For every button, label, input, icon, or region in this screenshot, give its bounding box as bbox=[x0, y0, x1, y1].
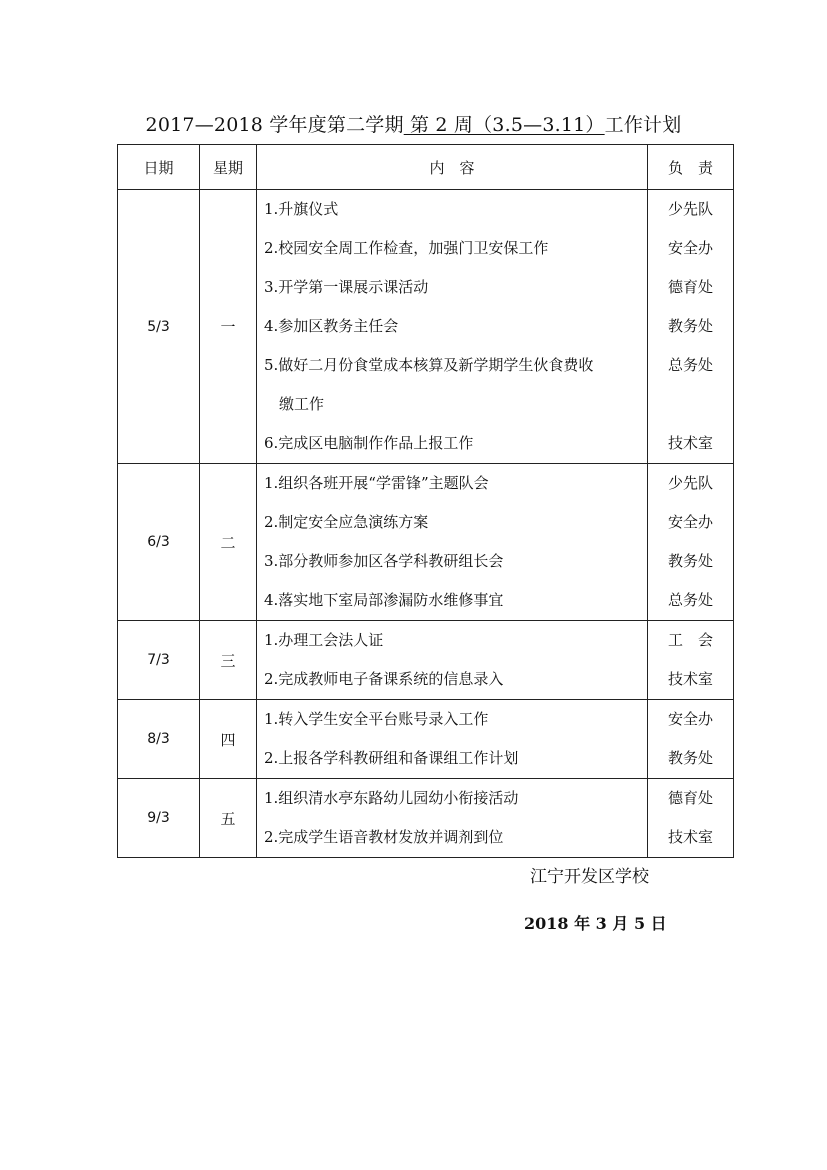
responsible-dept: 安全办 bbox=[667, 513, 713, 531]
task-item: 4.落实地下室局部渗漏防水维修事宜 bbox=[264, 591, 504, 609]
task-item: 2.完成学生语音教材发放并调剂到位 bbox=[264, 828, 504, 846]
responsible-dept: 少先队 bbox=[667, 474, 713, 492]
weekday-cell: 三 bbox=[200, 621, 257, 700]
date-cell: 7/3 bbox=[118, 621, 200, 700]
content-cell bbox=[257, 464, 648, 621]
responsible-dept: 技术室 bbox=[667, 670, 713, 688]
weekday-cell: 二 bbox=[200, 464, 257, 621]
table-header-row bbox=[118, 145, 734, 190]
content-cell bbox=[257, 700, 648, 779]
task-item: 3.部分教师参加区各学科教研组长会 bbox=[264, 552, 504, 570]
task-item: 6.完成区电脑制作作品上报工作 bbox=[264, 434, 474, 452]
responsible-dept bbox=[648, 385, 733, 424]
task-item: 3.开学第一课展示课活动 bbox=[264, 278, 429, 296]
date-cell: 9/3 bbox=[118, 779, 200, 858]
table-row bbox=[118, 700, 734, 779]
responsible-dept: 安全办 bbox=[667, 239, 713, 257]
task-item: 1.升旗仪式 bbox=[264, 200, 339, 218]
date-cell: 5/3 bbox=[118, 190, 200, 464]
title-part-year: 2017—2018 学年度第二学期 bbox=[145, 114, 404, 136]
task-item: 1.组织清水亭东路幼儿园幼小衔接活动 bbox=[264, 789, 519, 807]
responsible-dept: 德育处 bbox=[667, 789, 713, 807]
responsible-dept: 安全办 bbox=[667, 710, 713, 728]
table-body bbox=[118, 190, 734, 858]
responsible-cell bbox=[648, 190, 734, 464]
responsible-cell bbox=[648, 700, 734, 779]
task-item: 2.制定安全应急演练方案 bbox=[264, 513, 429, 531]
task-item: 2.完成教师电子备课系统的信息录入 bbox=[264, 670, 504, 688]
responsible-dept: 工 会 bbox=[667, 631, 713, 649]
header-content: 内 容 bbox=[257, 145, 648, 190]
date-cell: 6/3 bbox=[118, 464, 200, 621]
task-item: 2.校园安全周工作检查，加强门卫安保工作 bbox=[264, 239, 549, 257]
work-plan-table bbox=[117, 144, 734, 858]
responsible-dept: 教务处 bbox=[667, 552, 713, 570]
table-row bbox=[118, 779, 734, 858]
task-item: 2.上报各学科教研组和备课组工作计划 bbox=[264, 749, 519, 767]
content-cell bbox=[257, 190, 648, 464]
school-signature: 江宁开发区学校 bbox=[530, 867, 649, 887]
weekday-cell: 一 bbox=[200, 190, 257, 464]
responsible-dept: 教务处 bbox=[667, 317, 713, 335]
header-responsible: 负 责 bbox=[648, 145, 734, 190]
content-cell bbox=[257, 621, 648, 700]
table-row bbox=[118, 464, 734, 621]
task-item: 4.参加区教务主任会 bbox=[264, 317, 399, 335]
header-day: 星期 bbox=[200, 145, 257, 190]
responsible-dept: 总务处 bbox=[667, 591, 713, 609]
date-cell: 8/3 bbox=[118, 700, 200, 779]
task-item: 1.办理工会法人证 bbox=[264, 631, 384, 649]
page-title bbox=[0, 110, 827, 137]
title-part-plan: 工作计划 bbox=[604, 114, 682, 136]
weekday-cell: 四 bbox=[200, 700, 257, 779]
responsible-cell bbox=[648, 779, 734, 858]
task-item: 1.组织各班开展“学雷锋”主题队会 bbox=[264, 474, 489, 492]
signature-date: 2018 年 3 月 5 日 bbox=[524, 914, 667, 933]
title-part-week: 第 2 周（3.5—3.11） bbox=[403, 114, 605, 136]
responsible-dept: 教务处 bbox=[667, 749, 713, 767]
table-row bbox=[118, 621, 734, 700]
responsible-cell bbox=[648, 464, 734, 621]
responsible-dept: 技术室 bbox=[667, 434, 713, 452]
responsible-dept: 少先队 bbox=[667, 200, 713, 218]
task-item: 1.转入学生安全平台账号录入工作 bbox=[264, 710, 489, 728]
responsible-dept: 技术室 bbox=[667, 828, 713, 846]
responsible-dept: 德育处 bbox=[667, 278, 713, 296]
task-item: 5.做好二月份食堂成本核算及新学期学生伙食费收 bbox=[264, 356, 594, 374]
responsible-dept: 总务处 bbox=[667, 356, 713, 374]
header-date: 日期 bbox=[118, 145, 200, 190]
weekday-cell: 五 bbox=[200, 779, 257, 858]
responsible-cell bbox=[648, 621, 734, 700]
table-row bbox=[118, 190, 734, 464]
content-cell bbox=[257, 779, 648, 858]
task-item: 缴工作 bbox=[279, 395, 325, 413]
